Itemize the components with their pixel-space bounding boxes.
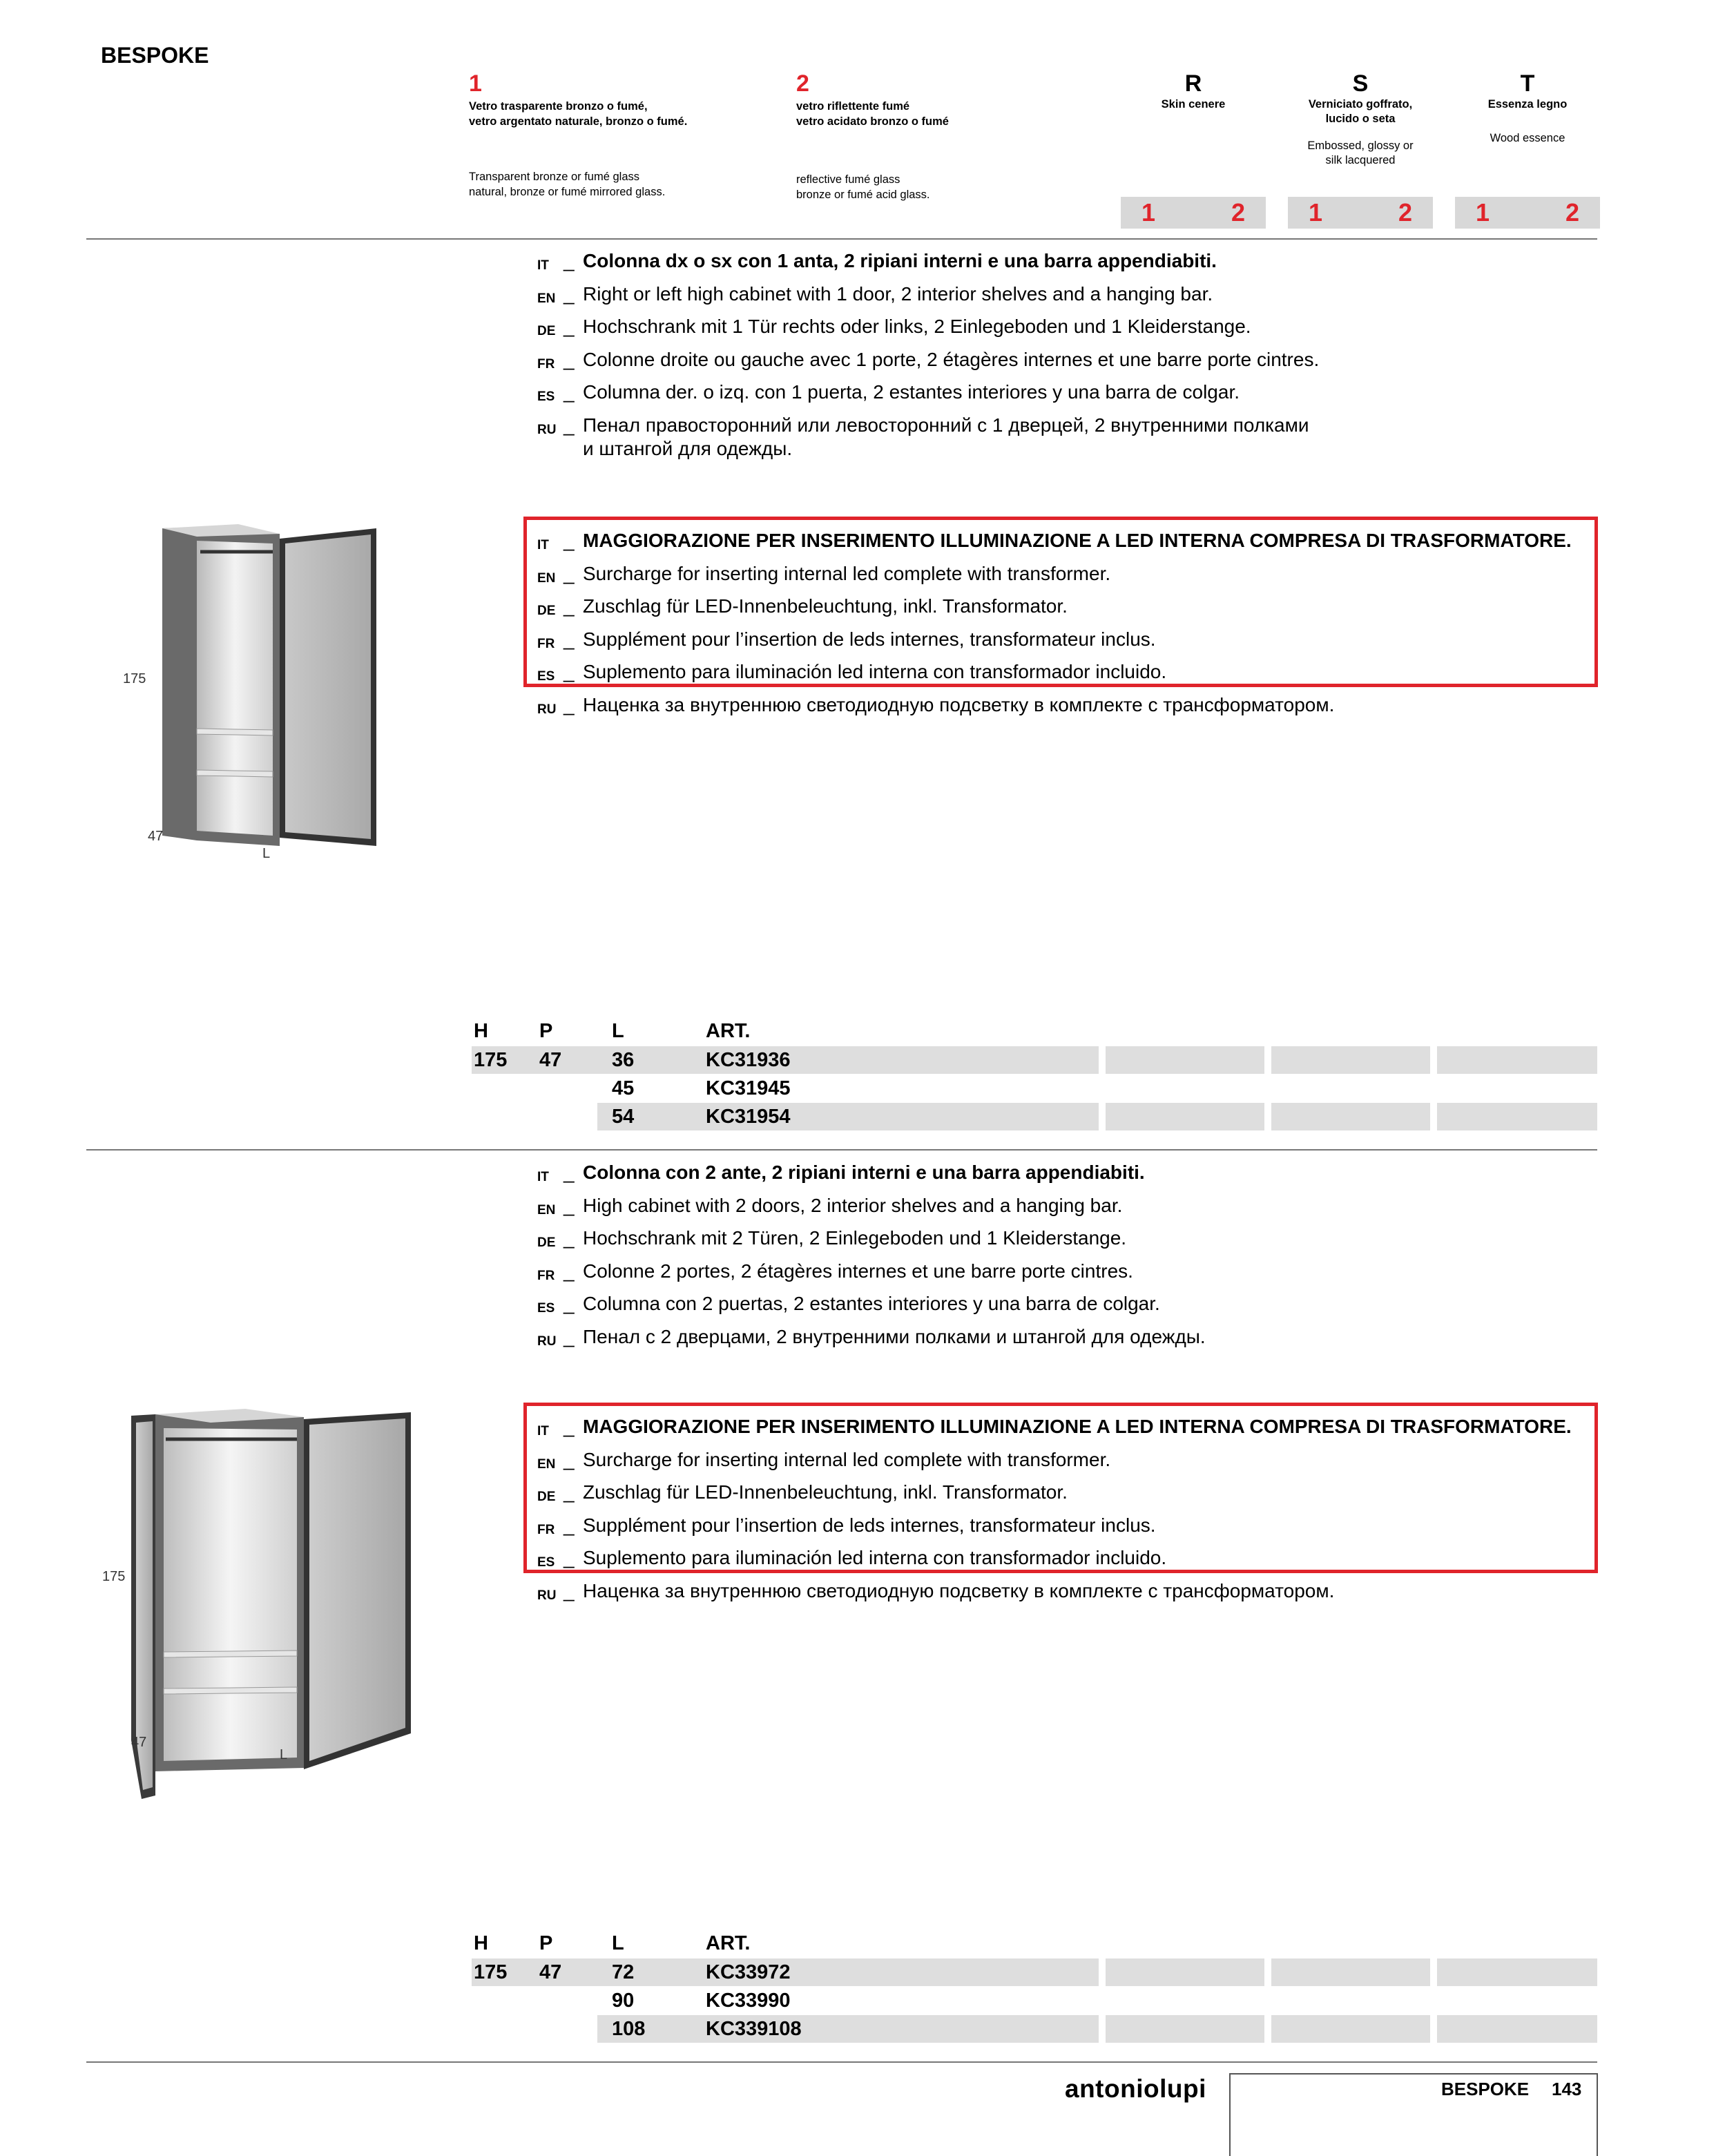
led-row-fr xyxy=(537,626,1594,659)
dash: _ xyxy=(563,316,575,337)
finish-cell xyxy=(1271,1046,1430,1074)
brand-logo: antoniolupi xyxy=(1065,2075,1206,2103)
led-notice xyxy=(537,1413,1594,1610)
cell-l: 72 xyxy=(612,1961,635,1983)
lang-code: FR xyxy=(537,356,555,372)
led-text: MAGGIORAZIONE PER INSERIMENTO ILLUMINAZIONE A LED INTERNA COMPRESA DI TRASFORMATORE. xyxy=(583,530,1572,551)
led-row-en xyxy=(537,1446,1594,1479)
dash: _ xyxy=(563,282,575,305)
finish-cell xyxy=(1271,2015,1430,2043)
cell-l: 108 xyxy=(612,2018,646,2040)
led-row-de xyxy=(537,593,1594,626)
material-en-line: Transparent bronze or fumé glass xyxy=(469,171,640,183)
lang-code: EN xyxy=(537,1456,556,1472)
material-en-line: bronze or fumé acid glass. xyxy=(796,189,930,201)
led-text: Zuschlag für LED-Innenbeleuchtung, inkl. Transformator. xyxy=(583,1481,1068,1503)
finish-it-line: lucido o seta xyxy=(1325,113,1396,125)
material-it-line: Vetro trasparente bronzo o fumé, xyxy=(469,100,648,113)
finish-code: 2 xyxy=(1398,198,1412,227)
cabinet-double-door-illustration xyxy=(128,1409,418,1809)
desc-row-es xyxy=(537,1290,1615,1323)
finish-cell xyxy=(1106,2015,1264,2043)
dash: _ xyxy=(563,1293,575,1314)
finish-t xyxy=(1455,70,1600,146)
cell-h: 175 xyxy=(474,1049,508,1071)
dash: _ xyxy=(563,693,575,715)
led-text: Наценка за внутреннюю светодиодную подсветку в комплекте с трансформатором. xyxy=(583,1579,1335,1601)
desc-row-fr xyxy=(537,1258,1615,1291)
cell-l: 54 xyxy=(612,1106,635,1128)
col-header-p: P xyxy=(539,1932,553,1954)
desc-row-de xyxy=(537,1224,1615,1258)
lang-code: RU xyxy=(537,1588,557,1603)
dim-height: 175 xyxy=(102,1569,126,1584)
dash: _ xyxy=(563,530,575,551)
desc-text: Пенал правосторонний или левосторонний с 1 дверцей, 2 внутренними полками xyxy=(583,414,1309,436)
cell-art: KC31945 xyxy=(706,1077,791,1099)
product-2-table xyxy=(472,1932,1597,2050)
dash: _ xyxy=(563,1162,575,1183)
cell-art: KC339108 xyxy=(706,2018,802,2040)
dash: _ xyxy=(563,595,575,617)
desc-row-fr xyxy=(537,346,1615,379)
material-number: 2 xyxy=(796,70,809,97)
finish-it-line: Verniciato goffrato, xyxy=(1308,98,1413,110)
material-number: 1 xyxy=(469,70,482,97)
desc-text: Columna con 2 puertas, 2 estantes interiores y una barra de colgar. xyxy=(583,1293,1160,1314)
led-text: Наценка за внутреннюю светодиодную подсветку в комплекте с трансформатором. xyxy=(583,693,1335,715)
dash: _ xyxy=(563,1579,575,1601)
lang-code: FR xyxy=(537,1522,555,1537)
dim-depth: 47 xyxy=(148,829,164,844)
table-row-bg xyxy=(597,1103,1099,1130)
led-surcharge-box-1 xyxy=(523,517,1598,717)
col-header-l: L xyxy=(612,1020,624,1042)
cell-p: 47 xyxy=(539,1961,562,1983)
led-row-en xyxy=(537,560,1594,593)
lang-code: EN xyxy=(537,291,556,306)
desc-text: Columna der. o izq. con 1 puerta, 2 estantes interiores y una barra de colgar. xyxy=(583,381,1240,403)
finish-en-line: silk lacquered xyxy=(1325,154,1396,166)
desc-text: Hochschrank mit 1 Tür rechts oder links, 2 Einlegeboden und 1 Kleiderstange. xyxy=(583,316,1251,337)
lang-code: DE xyxy=(537,1490,556,1504)
dash: _ xyxy=(563,1547,575,1568)
page-number: 143 xyxy=(1552,2079,1582,2099)
dash: _ xyxy=(563,1448,575,1470)
material-en-line: reflective fumé glass xyxy=(796,173,900,186)
finish-it-line: Skin cenere xyxy=(1161,98,1226,110)
lang-code: EN xyxy=(537,570,556,586)
dash: _ xyxy=(563,661,575,682)
dim-height: 175 xyxy=(123,671,146,686)
material-en-line: natural, bronze or fumé mirrored glass. xyxy=(469,186,666,198)
finish-code: 1 xyxy=(1141,198,1156,227)
desc-text: Colonne 2 portes, 2 étagères internes et une barre porte cintres. xyxy=(583,1260,1133,1282)
desc-row-ru xyxy=(537,1323,1615,1356)
cell-l: 36 xyxy=(612,1049,635,1071)
lang-code: DE xyxy=(537,604,556,618)
material-it-line: vetro argentato naturale, bronzo o fumé. xyxy=(469,115,688,128)
cell-art: KC33990 xyxy=(706,1990,791,2012)
material-2 xyxy=(796,70,949,202)
lang-code: DE xyxy=(537,324,556,338)
finish-en-line: Wood essence xyxy=(1490,132,1565,144)
lang-code: IT xyxy=(537,538,549,552)
desc-row-es xyxy=(537,378,1615,412)
finish-cell xyxy=(1271,1103,1430,1130)
dim-depth: 47 xyxy=(131,1735,147,1750)
finish-letter: T xyxy=(1520,70,1535,97)
finish-cell xyxy=(1106,1046,1264,1074)
product-2-description xyxy=(537,1159,1615,1356)
finish-cell xyxy=(1106,1103,1264,1130)
finish-code: 2 xyxy=(1565,198,1579,227)
finish-cell xyxy=(1106,1958,1264,1986)
led-notice xyxy=(537,527,1594,724)
dash: _ xyxy=(563,250,575,271)
dash: _ xyxy=(563,381,575,403)
dash: _ xyxy=(563,348,575,370)
desc-row-it xyxy=(537,1159,1615,1192)
table-row-bg xyxy=(597,2015,1099,2043)
led-text: Suplemento para iluminación led interna con transformador incluido. xyxy=(583,661,1167,682)
desc-text: и штангой для одежды. xyxy=(583,437,793,459)
lang-code: FR xyxy=(537,636,555,651)
dash: _ xyxy=(563,1481,575,1503)
finish-code: 2 xyxy=(1231,198,1245,227)
dash: _ xyxy=(563,1416,575,1437)
dash: _ xyxy=(563,628,575,650)
led-row-de xyxy=(537,1479,1594,1512)
led-row-es xyxy=(537,658,1594,691)
lang-code: ES xyxy=(537,389,555,404)
lang-code: DE xyxy=(537,1235,556,1250)
lang-code: IT xyxy=(537,1424,549,1438)
desc-text: Colonna con 2 ante, 2 ripiani interni e una barra appendiabiti. xyxy=(583,1162,1145,1183)
led-row-it xyxy=(537,1413,1594,1446)
led-row-it xyxy=(537,527,1594,560)
finish-code: 1 xyxy=(1309,198,1323,227)
footer-box xyxy=(1229,2073,1598,2156)
led-text: Zuschlag für LED-Innenbeleuchtung, inkl. Transformator. xyxy=(583,595,1068,617)
led-text: Supplément pour l’insertion de leds internes, transformateur inclus. xyxy=(583,1514,1156,1536)
col-header-h: H xyxy=(474,1932,488,1954)
desc-row-en xyxy=(537,1192,1615,1225)
led-text: Supplément pour l’insertion de leds internes, transformateur inclus. xyxy=(583,628,1156,650)
desc-text: Right or left high cabinet with 1 door, 2 interior shelves and a hanging bar. xyxy=(583,282,1213,305)
divider xyxy=(86,238,1597,240)
lang-code: ES xyxy=(537,1301,555,1316)
lang-code: IT xyxy=(537,258,549,273)
cell-l: 45 xyxy=(612,1077,635,1099)
cell-art: KC31954 xyxy=(706,1106,791,1128)
col-header-art: ART. xyxy=(706,1932,751,1954)
finish-cell xyxy=(1437,2015,1597,2043)
desc-row-ru xyxy=(537,412,1615,461)
col-header-h: H xyxy=(474,1020,488,1042)
cell-art: KC33972 xyxy=(706,1961,791,1983)
finish-it-line: Essenza legno xyxy=(1487,98,1568,110)
footer-section: BESPOKE xyxy=(1441,2079,1530,2099)
lang-code: IT xyxy=(537,1170,549,1184)
finish-r-codes xyxy=(1121,197,1266,229)
cell-l: 90 xyxy=(612,1990,635,2012)
lang-code: FR xyxy=(537,1268,555,1283)
col-header-l: L xyxy=(612,1932,624,1954)
dash: _ xyxy=(563,1325,575,1347)
lang-code: RU xyxy=(537,1334,557,1349)
dim-width: L xyxy=(262,846,271,861)
desc-text: Hochschrank mit 2 Türen, 2 Einlegeboden und 1 Kleiderstange. xyxy=(583,1227,1127,1249)
dash: _ xyxy=(563,562,575,584)
material-it-line: vetro riflettente fumé xyxy=(796,100,910,113)
product-1-table xyxy=(472,1020,1597,1137)
product-1-description xyxy=(537,247,1615,461)
finish-code: 1 xyxy=(1476,198,1490,227)
finish-cell xyxy=(1437,1046,1597,1074)
desc-row-en xyxy=(537,280,1615,314)
finish-s-codes xyxy=(1288,197,1433,229)
desc-text: Colonna dx o sx con 1 anta, 2 ripiani interni e una barra appendiabiti. xyxy=(583,250,1217,271)
lang-code: RU xyxy=(537,702,557,717)
dash: _ xyxy=(563,1227,575,1249)
material-it-line: vetro acidato bronzo o fumé xyxy=(796,115,949,128)
cell-h: 175 xyxy=(474,1961,508,1983)
material-1 xyxy=(469,70,687,200)
col-header-p: P xyxy=(539,1020,553,1042)
lang-code: ES xyxy=(537,1555,555,1570)
dim-width: L xyxy=(280,1747,288,1762)
finish-cell xyxy=(1271,1958,1430,1986)
finish-t-codes xyxy=(1455,197,1600,229)
lang-code: RU xyxy=(537,422,557,437)
led-text: Surcharge for inserting internal led complete with transformer. xyxy=(583,562,1111,584)
dash: _ xyxy=(563,1514,575,1536)
desc-text: High cabinet with 2 doors, 2 interior shelves and a hanging bar. xyxy=(583,1194,1123,1216)
led-text: Suplemento para iluminación led interna con transformador incluido. xyxy=(583,1547,1167,1568)
led-row-es xyxy=(537,1544,1594,1577)
desc-text: Colonne droite ou gauche avec 1 porte, 2 étagères internes et une barre porte cintres. xyxy=(583,348,1320,370)
desc-row-it xyxy=(537,247,1615,280)
cabinet-single-door-illustration xyxy=(155,521,383,853)
finish-r xyxy=(1121,70,1266,112)
finish-cell xyxy=(1437,1103,1597,1130)
led-text: Surcharge for inserting internal led complete with transformer. xyxy=(583,1448,1111,1470)
section-title: BESPOKE xyxy=(101,43,209,68)
finish-cell xyxy=(1437,1958,1597,1986)
finish-letter: R xyxy=(1184,70,1202,97)
led-row-ru xyxy=(537,691,1594,724)
led-row-fr xyxy=(537,1512,1594,1545)
dash: _ xyxy=(563,414,575,436)
divider xyxy=(86,1149,1597,1151)
led-surcharge-box-2 xyxy=(523,1403,1598,1603)
dash: _ xyxy=(563,1194,575,1216)
desc-text: Пенал с 2 дверцами, 2 внутренними полками и штангой для одежды. xyxy=(583,1325,1206,1347)
col-header-art: ART. xyxy=(706,1020,751,1042)
lang-code: EN xyxy=(537,1202,556,1217)
divider xyxy=(86,2061,1597,2063)
finish-en-line: Embossed, glossy or xyxy=(1307,139,1414,152)
lang-code: ES xyxy=(537,669,555,684)
led-text: MAGGIORAZIONE PER INSERIMENTO ILLUMINAZIONE A LED INTERNA COMPRESA DI TRASFORMATORE. xyxy=(583,1416,1572,1437)
led-row-ru xyxy=(537,1577,1594,1610)
dash: _ xyxy=(563,1260,575,1282)
finish-letter: S xyxy=(1352,70,1369,97)
finish-s xyxy=(1288,70,1433,168)
cell-art: KC31936 xyxy=(706,1049,791,1071)
desc-row-de xyxy=(537,313,1615,346)
cell-p: 47 xyxy=(539,1049,562,1071)
